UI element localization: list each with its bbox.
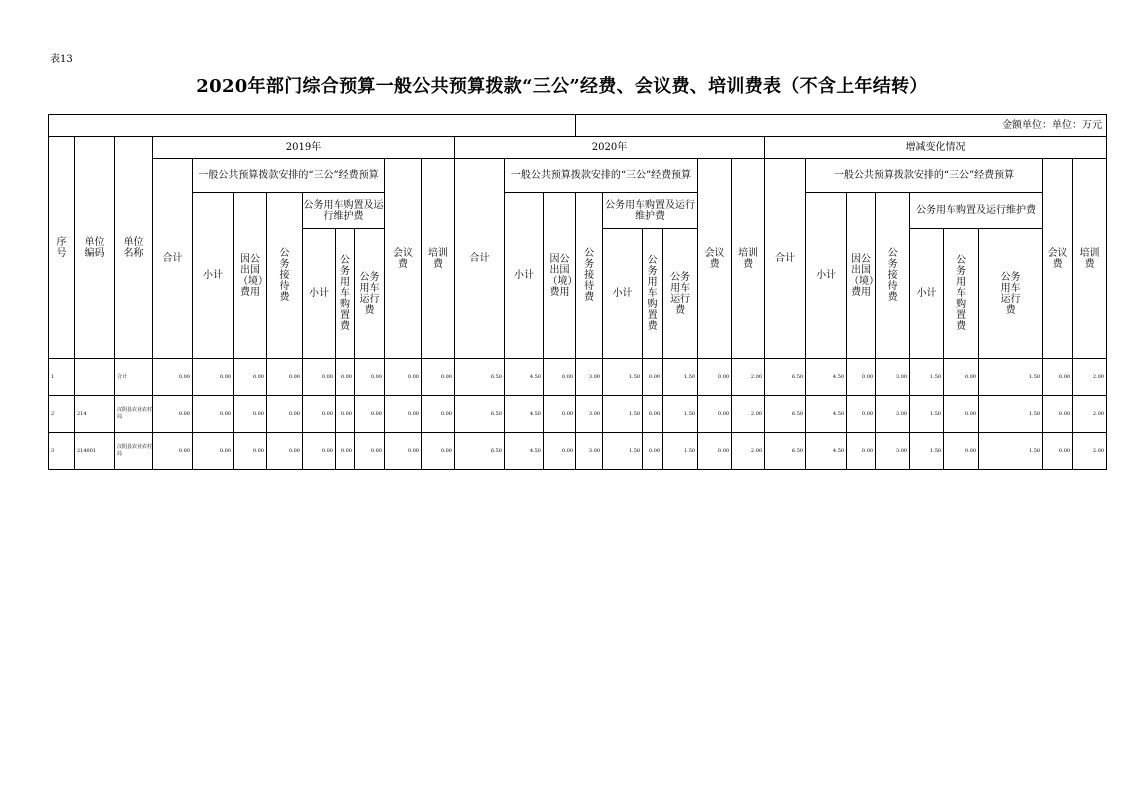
row-value-y2019: 0.00 (303, 433, 336, 470)
row-unit-name: 合计 (115, 359, 153, 396)
row-value-y2019: 0.00 (385, 433, 422, 470)
header-vehicle-operation-change: 公务用车运行费 (979, 229, 1043, 359)
header-vehicle-operation-2019: 公务用车运行费 (355, 229, 385, 359)
row-value-change: 4.50 (806, 359, 847, 396)
row-value-change: 0.00 (847, 433, 876, 470)
row-seq: 2 (49, 396, 75, 433)
row-value-change: 2.00 (1073, 359, 1107, 396)
row-value-y2020: 6.50 (455, 433, 505, 470)
header-change: 增减变化情况 (765, 137, 1107, 159)
row-value-y2019: 0.00 (234, 433, 267, 470)
row-value-y2020: 0.00 (544, 359, 576, 396)
row-value-y2020: 0.00 (544, 396, 576, 433)
header-vehicle-operation-2020: 公务用车运行费 (663, 229, 698, 359)
header-vehicle-2019: 公务用车购置及运行维护费 (303, 193, 385, 229)
row-value-y2019: 0.00 (422, 359, 455, 396)
row-value-change: 4.50 (806, 433, 847, 470)
row-value-y2020: 3.00 (576, 396, 603, 433)
row-value-y2019: 0.00 (193, 396, 234, 433)
header-vehicle-subtotal-change: 小计 (910, 229, 944, 359)
row-value-y2019: 0.00 (153, 359, 193, 396)
header-blank-cell (49, 115, 576, 137)
table-row (49, 433, 1107, 470)
header-training-change: 培训费 (1073, 159, 1107, 359)
row-value-y2019: 0.00 (303, 396, 336, 433)
row-value-y2019: 0.00 (153, 433, 193, 470)
header-total-2020: 合计 (455, 159, 505, 359)
header-three-public-2020: 一般公共预算拨款安排的“三公”经费预算 (505, 159, 698, 193)
row-value-y2019: 0.00 (355, 396, 385, 433)
header-abroad-change: 因公出国（境）费用 (847, 193, 876, 359)
header-subtotal-2020: 小计 (505, 193, 544, 359)
header-abroad-2019: 因公出国（境）费用 (234, 193, 267, 359)
row-value-change: 3.00 (876, 433, 910, 470)
row-value-y2019: 0.00 (385, 396, 422, 433)
row-value-y2020: 0.00 (643, 359, 663, 396)
header-vehicle-purchase-2020: 公务用车购置费 (643, 229, 663, 359)
header-reception-2020: 公务接待费 (576, 193, 603, 359)
row-value-y2019: 0.00 (267, 396, 303, 433)
row-value-y2020: 6.50 (455, 396, 505, 433)
row-value-change: 0.00 (944, 433, 979, 470)
row-value-y2019: 0.00 (336, 433, 355, 470)
row-value-y2019: 0.00 (355, 359, 385, 396)
table-row (49, 396, 1107, 433)
row-unit-name: 汉阴县农业农村局 (115, 396, 153, 433)
header-reception-change: 公务接待费 (876, 193, 910, 359)
row-value-change: 2.00 (1073, 396, 1107, 433)
row-value-y2020: 0.00 (643, 396, 663, 433)
row-seq: 3 (49, 433, 75, 470)
header-unit-name: 单位名称 (115, 137, 153, 359)
unit-label: 金额单位：单位：万元 (576, 115, 1107, 137)
row-unit-code: 214 (75, 396, 115, 433)
row-value-y2019: 0.00 (422, 433, 455, 470)
row-value-change: 3.00 (876, 396, 910, 433)
header-unit-code: 单位编码 (75, 137, 115, 359)
row-value-y2020: 0.00 (698, 433, 732, 470)
row-value-y2020: 0.00 (698, 359, 732, 396)
row-value-y2020: 1.50 (663, 396, 698, 433)
row-value-change: 6.50 (765, 433, 806, 470)
row-value-change: 1.50 (910, 433, 944, 470)
row-value-y2020: 1.50 (603, 433, 643, 470)
header-training-2020: 培训费 (732, 159, 765, 359)
header-vehicle-2020: 公务用车购置及运行维护费 (603, 193, 698, 229)
row-value-y2020: 4.50 (505, 396, 544, 433)
row-value-y2020: 0.00 (544, 433, 576, 470)
row-value-change: 3.00 (876, 359, 910, 396)
row-value-y2019: 0.00 (267, 359, 303, 396)
row-value-y2020: 1.50 (603, 396, 643, 433)
header-vehicle-purchase-change: 公务用车购置费 (944, 229, 979, 359)
row-value-y2020: 0.00 (643, 433, 663, 470)
row-value-change: 1.50 (979, 433, 1043, 470)
row-value-y2020: 2.00 (732, 359, 765, 396)
row-value-change: 1.50 (979, 359, 1043, 396)
row-value-change: 1.50 (910, 359, 944, 396)
row-value-y2019: 0.00 (303, 359, 336, 396)
row-value-y2020: 3.00 (576, 433, 603, 470)
header-three-public-2019: 一般公共预算拨款安排的“三公”经费预算 (193, 159, 385, 193)
row-value-change: 1.50 (910, 396, 944, 433)
header-total-change: 合计 (765, 159, 806, 359)
page-title: 2020年部门综合预算一般公共预算拨款“三公”经费、会议费、培训费表（不含上年结转） (196, 76, 928, 97)
row-value-change: 6.50 (765, 359, 806, 396)
row-value-change: 0.00 (847, 396, 876, 433)
header-vehicle-purchase-2019: 公务用车购置费 (336, 229, 355, 359)
row-value-y2019: 0.00 (336, 359, 355, 396)
row-unit-code: 214001 (75, 433, 115, 470)
header-training-2019: 培训费 (422, 159, 455, 359)
header-year-2020: 2020年 (455, 137, 765, 159)
row-unit-name: 汉阴县农业农村局 (115, 433, 153, 470)
row-value-y2019: 0.00 (385, 359, 422, 396)
table-number: 表13 (50, 54, 73, 65)
row-value-y2020: 4.50 (505, 433, 544, 470)
row-value-y2019: 0.00 (336, 396, 355, 433)
row-value-y2019: 0.00 (422, 396, 455, 433)
row-value-y2019: 0.00 (267, 433, 303, 470)
row-value-y2020: 2.00 (732, 396, 765, 433)
header-reception-2019: 公务接待费 (267, 193, 303, 359)
header-meeting-2019: 会议费 (385, 159, 422, 359)
row-value-change: 1.50 (979, 396, 1043, 433)
row-value-y2020: 6.50 (455, 359, 505, 396)
header-meeting-change: 会议费 (1043, 159, 1073, 359)
row-value-y2020: 0.00 (698, 396, 732, 433)
row-value-y2019: 0.00 (234, 359, 267, 396)
row-value-y2020: 1.50 (603, 359, 643, 396)
row-value-y2019: 0.00 (234, 396, 267, 433)
row-value-y2019: 0.00 (355, 433, 385, 470)
row-value-y2019: 0.00 (153, 396, 193, 433)
row-value-y2020: 1.50 (663, 433, 698, 470)
row-value-change: 2.00 (1073, 433, 1107, 470)
row-value-y2020: 1.50 (663, 359, 698, 396)
header-abroad-2020: 因公出国（境）费用 (544, 193, 576, 359)
row-value-y2019: 0.00 (193, 359, 234, 396)
row-value-change: 0.00 (944, 396, 979, 433)
row-value-y2019: 0.00 (193, 433, 234, 470)
header-vehicle-subtotal-2020: 小计 (603, 229, 643, 359)
row-value-y2020: 4.50 (505, 359, 544, 396)
budget-table (48, 114, 1107, 470)
row-value-change: 4.50 (806, 396, 847, 433)
row-value-y2020: 2.00 (732, 433, 765, 470)
row-value-change: 0.00 (1043, 433, 1073, 470)
row-value-change: 0.00 (1043, 359, 1073, 396)
row-value-change: 0.00 (944, 359, 979, 396)
header-meeting-2020: 会议费 (698, 159, 732, 359)
row-seq: 1 (49, 359, 75, 396)
header-vehicle-subtotal-2019: 小计 (303, 229, 336, 359)
row-value-change: 6.50 (765, 396, 806, 433)
row-value-change: 0.00 (847, 359, 876, 396)
table-body (49, 359, 1107, 470)
header-year-2019: 2019年 (153, 137, 455, 159)
row-value-change: 0.00 (1043, 396, 1073, 433)
header-vehicle-change: 公务用车购置及运行维护费 (910, 193, 1043, 229)
header-subtotal-change: 小计 (806, 193, 847, 359)
table-row (49, 359, 1107, 396)
header-total-2019: 合计 (153, 159, 193, 359)
row-value-y2020: 3.00 (576, 359, 603, 396)
header-subtotal-2019: 小计 (193, 193, 234, 359)
header-seq: 序号 (49, 137, 75, 359)
row-unit-code (75, 359, 115, 396)
header-three-public-change: 一般公共预算拨款安排的“三公”经费预算 (806, 159, 1043, 193)
